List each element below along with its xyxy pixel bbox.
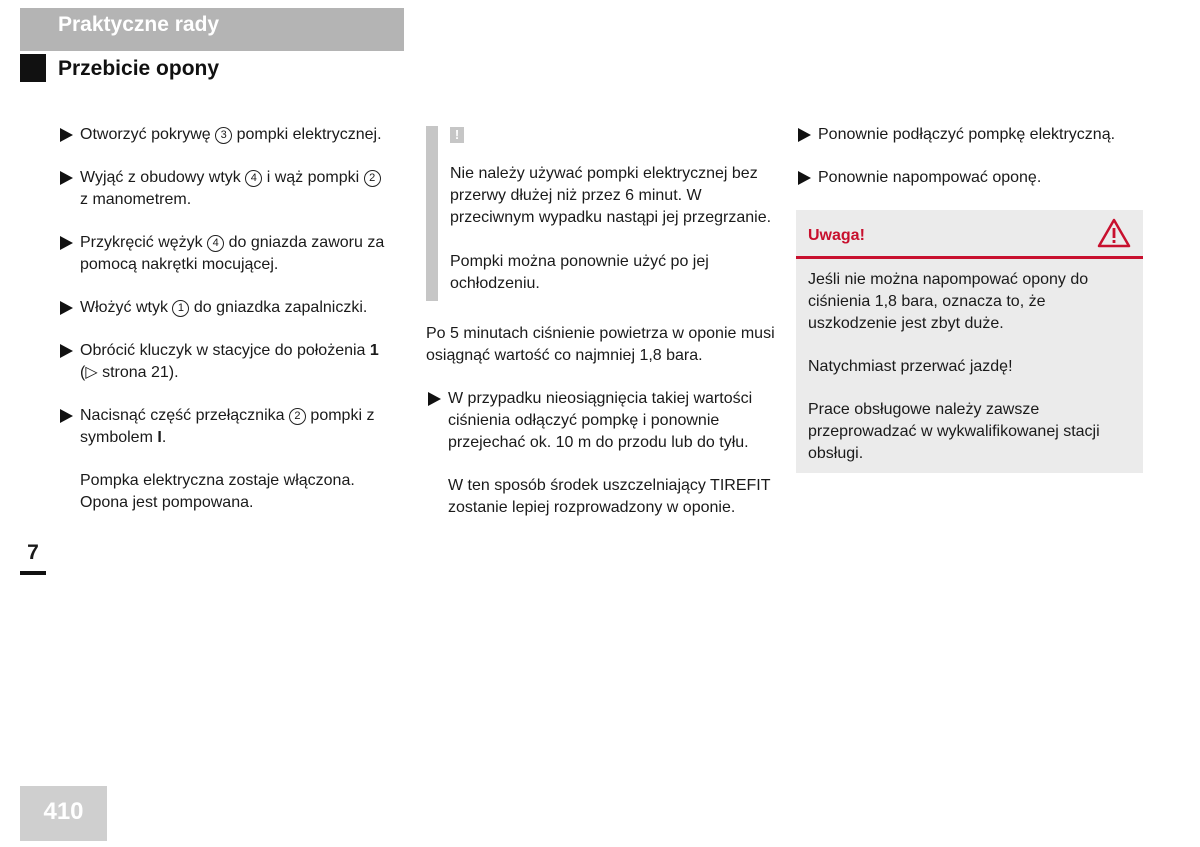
warning-triangle-icon <box>1097 218 1131 248</box>
step-screw-hose: Przykręcić wężyk 4 do gniazda zaworu za pomocą nakrętki mocującej. <box>58 232 406 276</box>
callout-number: 4 <box>207 235 224 252</box>
step-arrow-icon <box>60 344 73 358</box>
chapter-marker: 7 <box>20 541 46 575</box>
step-arrow-icon <box>60 301 73 315</box>
warning-header <box>796 210 1143 259</box>
callout-number: 2 <box>289 408 306 425</box>
step-reinflate: Ponownie napompować oponę. <box>796 167 1144 189</box>
page-number-box <box>20 786 107 841</box>
pressure-paragraph: Po 5 minutach ciśnienie powietrza w oponie musi osiągnąć wartość co najmniej 1,8 bara. <box>426 325 775 364</box>
step-arrow-icon <box>798 128 811 142</box>
step-arrow-icon <box>60 409 73 423</box>
step-turn-key: Obrócić kluczyk w stacyjce do położenia 1 (▷ strona 21). <box>58 340 406 384</box>
column-1 <box>58 124 406 514</box>
callout-number: 3 <box>215 127 232 144</box>
callout-number: 1 <box>172 300 189 317</box>
step-arrow-icon <box>60 171 73 185</box>
step-arrow-icon <box>428 392 441 406</box>
info-paragraph: W ten sposób środek uszczelniający TIREFIT zostanie lepiej rozprowadzony w oponie. <box>448 477 771 516</box>
step-reconnect-pump: Ponownie podłączyć pompkę elektryczną. <box>796 124 1144 146</box>
step-arrow-icon <box>60 128 73 142</box>
page-number: 410 <box>43 798 84 825</box>
info-paragraph: Pompka elektryczna zostaje włączona. Opona jest pompowana. <box>80 472 355 511</box>
column-3 <box>796 124 1144 473</box>
note-box <box>426 124 778 300</box>
step-drive-forward: W przypadku nieosiągnięcia takiej wartości ciśnienia odłączyć pompkę i ponownie przejechać ok. 10 m do przodu lub do tyłu. <box>426 388 778 454</box>
step-remove-plug: Wyjąć z obudowy wtyk 4 i wąż pompki 2 z manometrem. <box>58 167 406 211</box>
step-insert-plug: Włożyć wtyk 1 do gniazdka zapalniczki. <box>58 297 406 319</box>
note-text: Nie należy używać pompki elektrycznej bez przerwy dłużej niż przez 6 minut. W przeciwnym wypadku nastąpi jej przegrzanie. <box>450 165 772 226</box>
step-arrow-icon <box>798 171 811 185</box>
exclamation-icon: ! <box>450 127 464 143</box>
callout-number: 4 <box>245 170 262 187</box>
page-title: Przebicie opony <box>58 57 220 80</box>
callout-number: 2 <box>364 170 381 187</box>
note-bar <box>426 126 438 301</box>
column-2 <box>426 124 778 519</box>
warning-label: Uwaga! <box>808 227 865 244</box>
warning-body <box>796 259 1143 465</box>
warning-box <box>796 210 1143 473</box>
warning-text: Jeśli nie można napompować opony do ciśnienia 1,8 bara, oznacza to, że uszkodzenie jest zbyt duże. <box>808 271 1089 332</box>
title-marker <box>20 54 46 82</box>
step-open-cover: Otworzyć pokrywę 3 pompki elektrycznej. <box>58 124 406 146</box>
warning-text: Prace obsługowe należy zawsze przeprowadzać w wykwalifikowanej stacji obsługi. <box>808 401 1100 462</box>
warning-text: Natychmiast przerwać jazdę! <box>808 358 1013 375</box>
note-text: Pompki można ponownie użyć po jej ochłodzeniu. <box>450 253 709 292</box>
step-press-switch: Nacisnąć część przełącznika 2 pompki z symbolem I. <box>58 405 406 449</box>
step-arrow-icon <box>60 236 73 250</box>
section-title: Praktyczne rady <box>58 13 220 36</box>
